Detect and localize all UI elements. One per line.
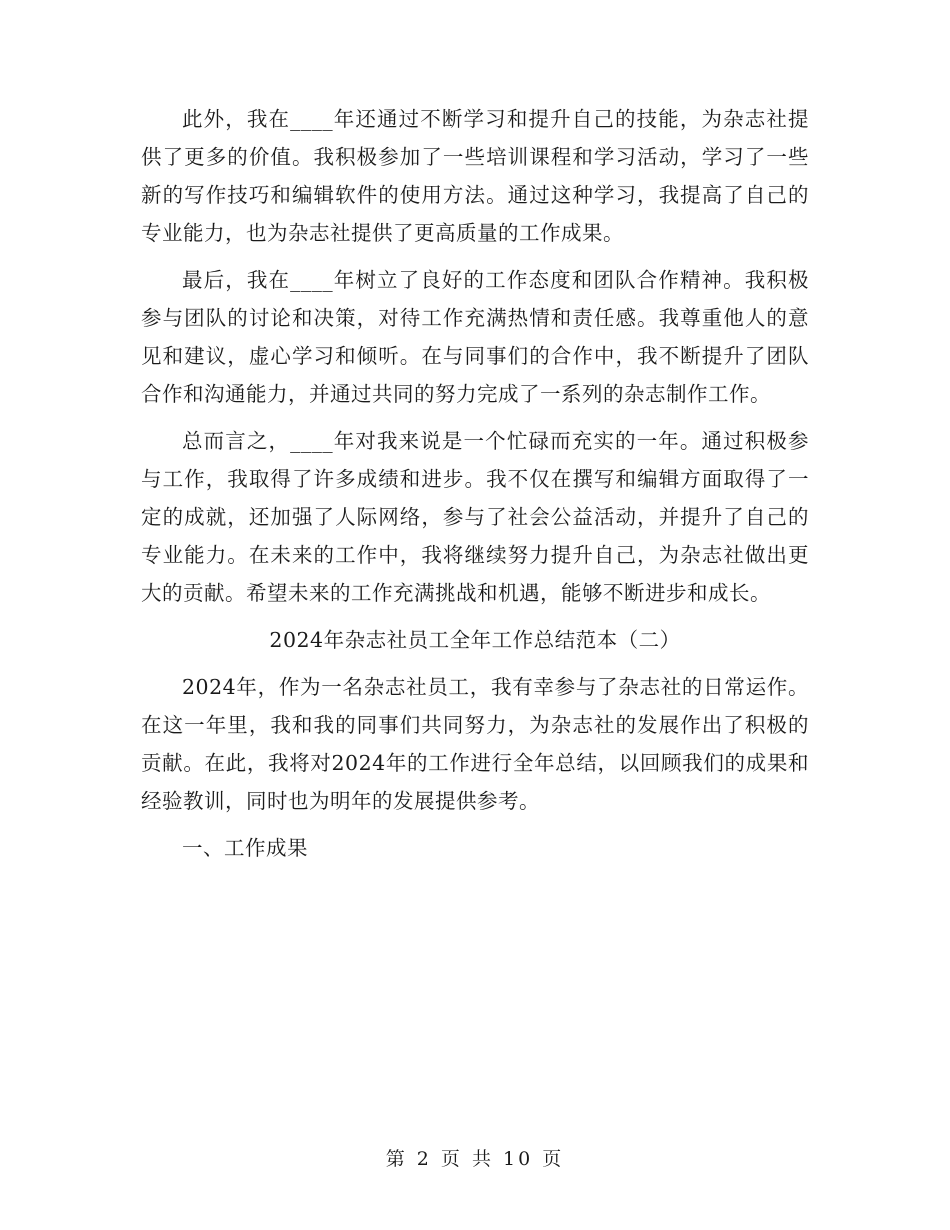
paragraph-further-learning: 此外，我在____年还通过不断学习和提升自己的技能，为杂志社提供了更多的价值。我积极参加了一些培训课程和学习活动，学习了一些新的写作技巧和编辑软件的使用方法。通过这种学习，我提高了自己的专业能力，也为杂志社提供了更高质量的工作成果。 (141, 107, 809, 245)
section-title: 2024年杂志社员工全年工作总结范本（二） (269, 628, 681, 652)
page-number-footer: 第 2 页 共 10 页 (385, 1148, 565, 1170)
paragraph-teamwork: 最后，我在____年树立了良好的工作态度和团队合作精神。我积极参与团队的讨论和决策，对待工作充满热情和责任感。我尊重他人的意见和建议，虚心学习和倾听。在与同事们的合作中，我不断提升了团队合作和沟通能力，并通过共同的努力完成了一系列的杂志制作工作。 (141, 268, 809, 406)
document-body (141, 100, 809, 876)
subheading-work-results: 一、工作成果 (182, 836, 308, 860)
paragraph-intro: 2024年，作为一名杂志社员工，我有幸参与了杂志社的日常运作。在这一年里，我和我的同事们共同努力，为杂志社的发展作出了积极的贡献。在此，我将对2024年的工作进行全年总结，以回顾我们的成果和经验教训，同时也为明年的发展提供参考。 (141, 675, 809, 813)
paragraph-summary: 总而言之，____年对我来说是一个忙碌而充实的一年。通过积极参与工作，我取得了许多成绩和进步。我不仅在撰写和编辑方面取得了一定的成就，还加强了人际网络，参与了社会公益活动，并提升了自己的专业能力。在未来的工作中，我将继续努力提升自己，为杂志社做出更大的贡献。希望未来的工作充满挑战和机遇，能够不断进步和成长。 (141, 429, 809, 605)
